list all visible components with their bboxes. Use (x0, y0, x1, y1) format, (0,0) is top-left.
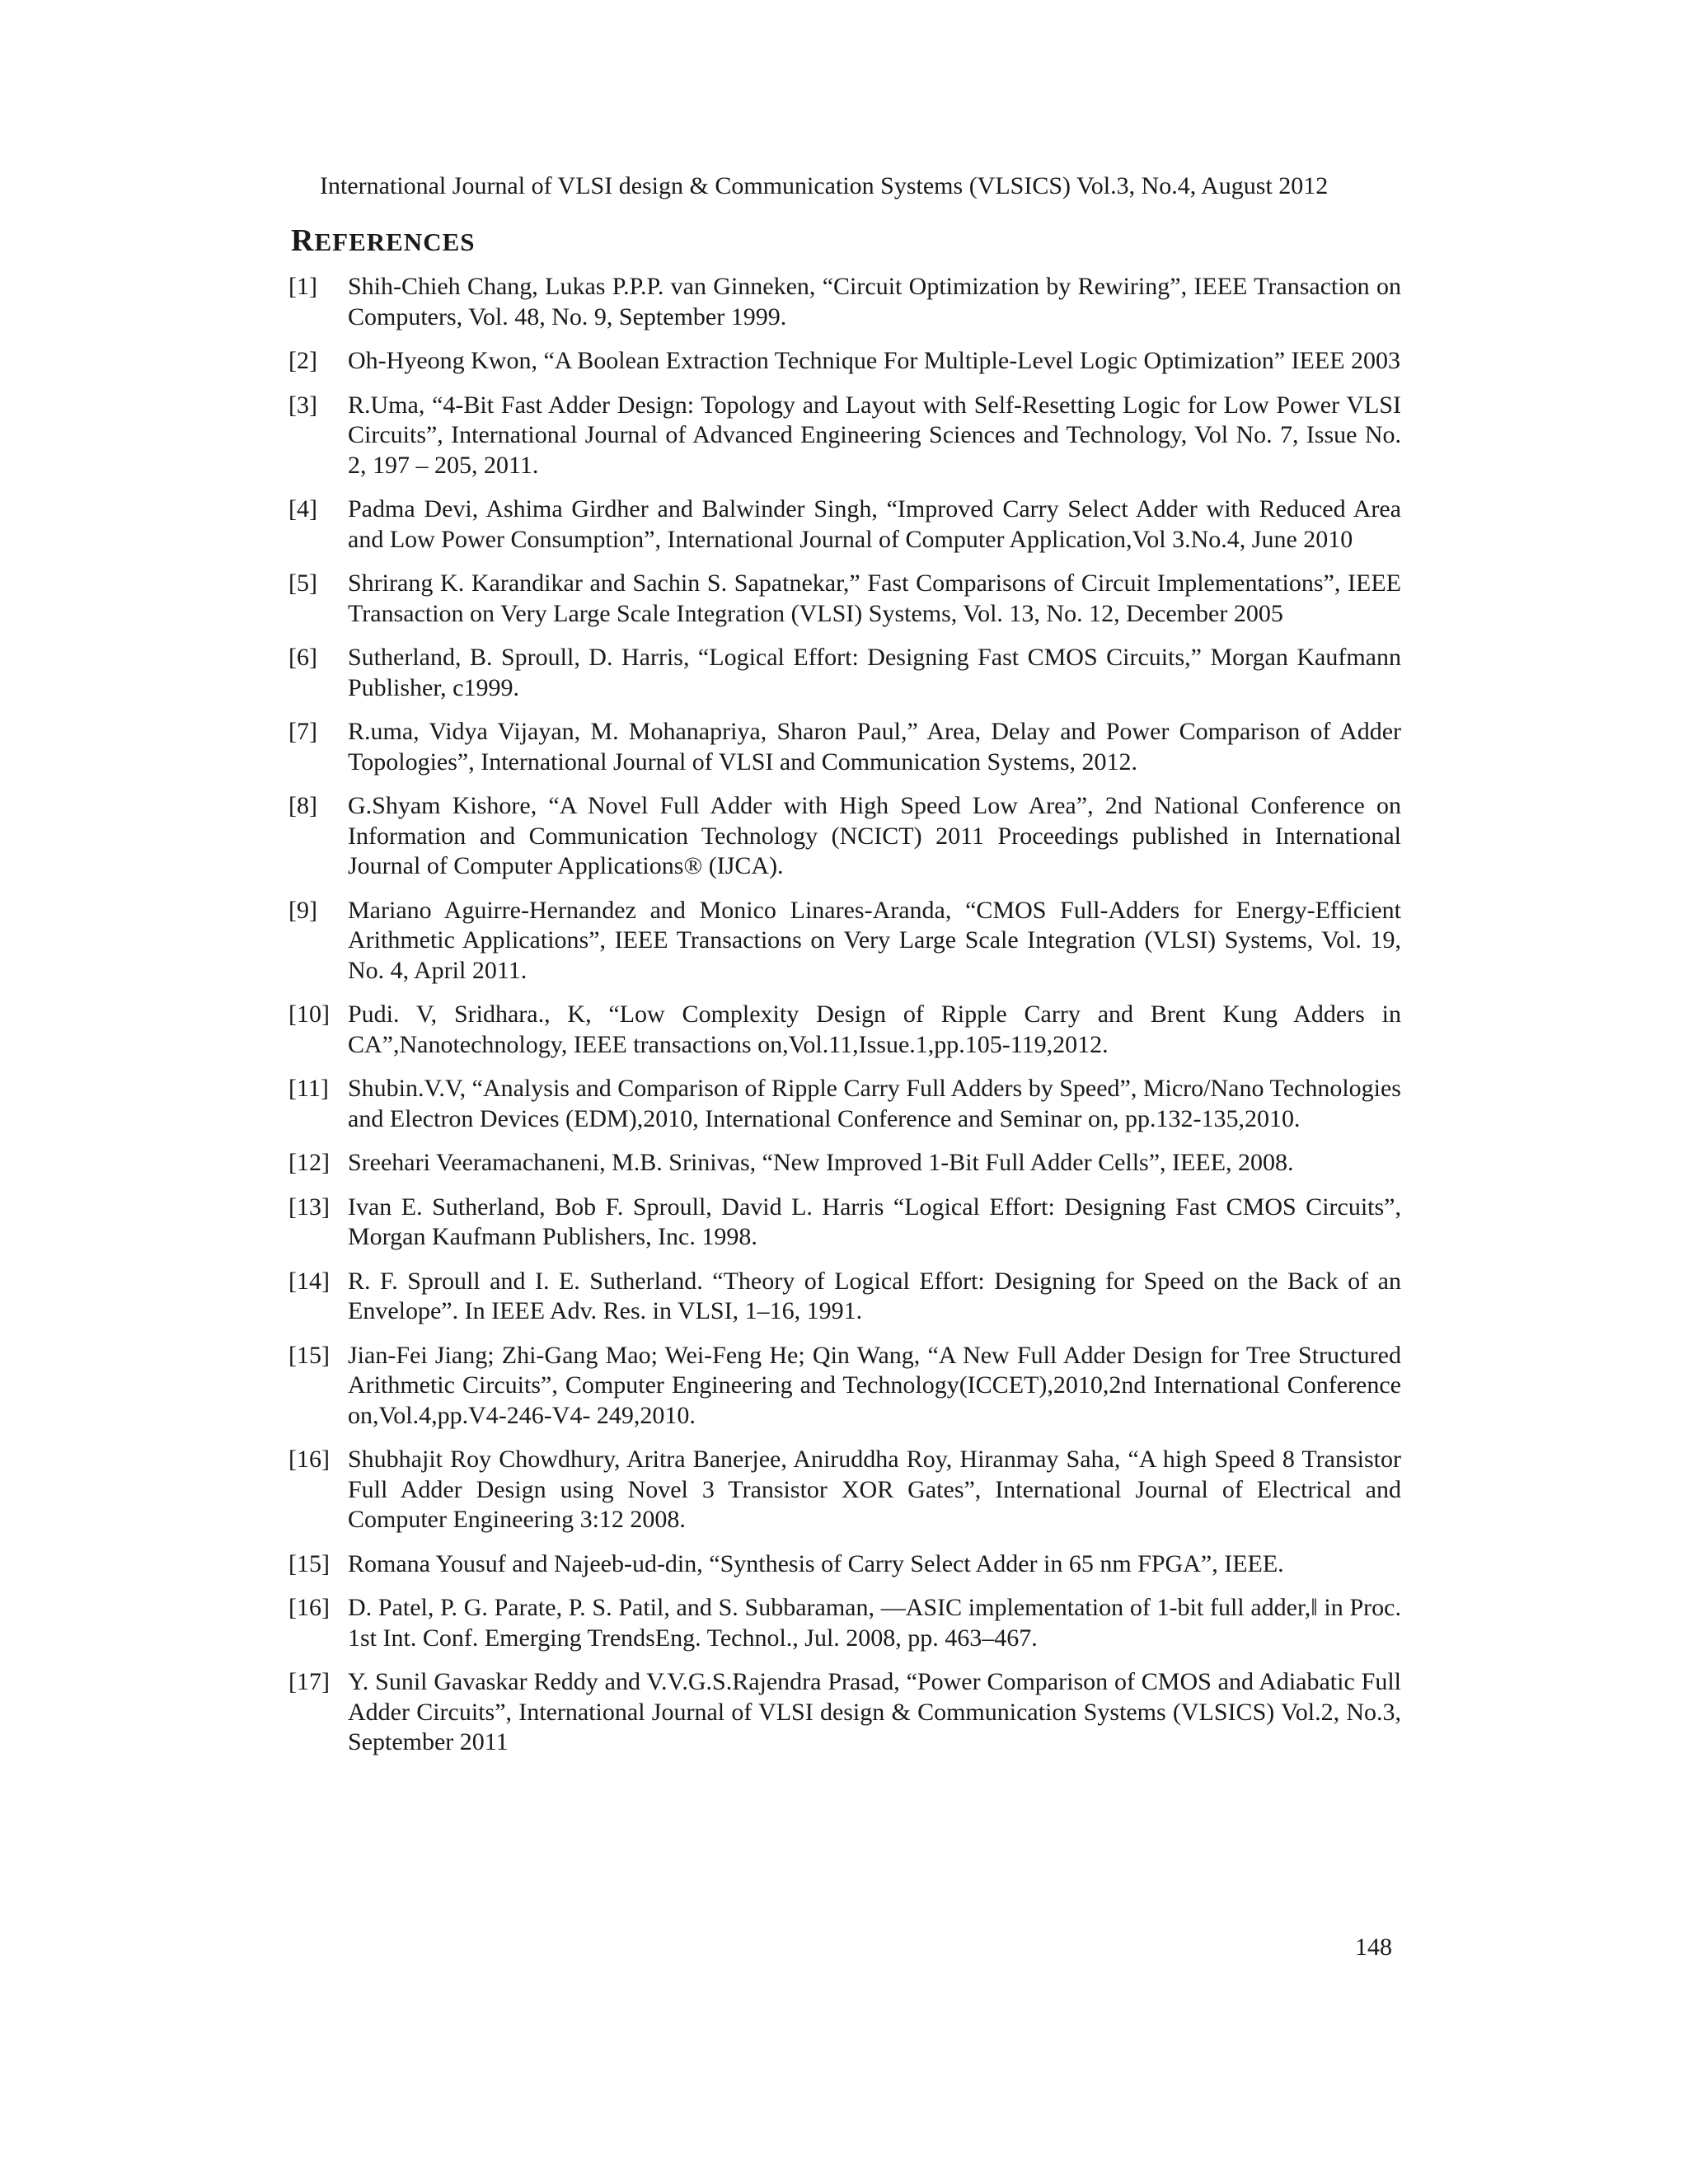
reference-item (288, 643, 1401, 703)
reference-number: [7] (288, 718, 317, 745)
reference-number: [16] (288, 1594, 330, 1621)
reference-item (288, 346, 1401, 377)
reference-item (288, 1341, 1401, 1432)
reference-text: Sutherland, B. Sproull, D. Harris, “Logical Effort: Designing Fast CMOS Circuits,” Morgan Kaufmann Publisher, c1999. (348, 644, 1401, 701)
reference-item (288, 1445, 1401, 1535)
reference-number: [8] (288, 792, 317, 819)
reference-item (288, 1593, 1401, 1653)
reference-text: Pudi. V, Sridhara., K, “Low Complexity Design of Ripple Carry and Brent Kung Adders in CA”,Nanotechnology, IEEE transactions on,Vol.11,Issue.1,pp.105-119,2012. (348, 1001, 1401, 1058)
reference-list (288, 272, 1401, 1772)
reference-number: [13] (288, 1193, 330, 1221)
reference-number: [15] (288, 1341, 330, 1369)
page-number: 148 (1355, 1933, 1392, 1961)
reference-item (288, 1193, 1401, 1253)
reference-item (288, 1549, 1401, 1580)
reference-text: Shrirang K. Karandikar and Sachin S. Sapatnekar,” Fast Comparisons of Circuit Implementations”, IEEE Transaction on Very Large Scale Integration (VLSI) Systems, Vol. 13, No. 12, December 2005 (348, 569, 1401, 627)
reference-number: [12] (288, 1149, 330, 1176)
reference-text: R. F. Sproull and I. E. Sutherland. “Theory of Logical Effort: Designing for Speed on the Back of an Envelope”. In IEEE Adv. Res. in VLSI, 1–16, 1991. (348, 1267, 1401, 1324)
reference-item (288, 1000, 1401, 1060)
reference-number: [9] (288, 896, 317, 924)
reference-item (288, 1074, 1401, 1134)
reference-item (288, 1667, 1401, 1758)
reference-number: [14] (288, 1267, 330, 1295)
reference-number: [10] (288, 1001, 330, 1028)
reference-text: Ivan E. Sutherland, Bob F. Sproull, David L. Harris “Logical Effort: Designing Fast CMOS Circuits”, Morgan Kaufmann Publishers, Inc. 1998. (348, 1193, 1401, 1250)
reference-item (288, 896, 1401, 987)
section-title-rest: EFERENCES (314, 227, 476, 256)
reference-item (288, 791, 1401, 882)
reference-number: [3] (288, 391, 317, 419)
reference-text: Sreehari Veeramachaneni, M.B. Srinivas, “New Improved 1-Bit Full Adder Cells”, IEEE, 2008. (348, 1149, 1294, 1176)
reference-item (288, 717, 1401, 777)
reference-text: R.uma, Vidya Vijayan, M. Mohanapriya, Sharon Paul,” Area, Delay and Power Comparison of Adder Topologies”, International Journal of VLSI and Communication Systems, 2012. (348, 718, 1401, 776)
reference-text: Shih-Chieh Chang, Lukas P.P.P. van Ginneken, “Circuit Optimization by Rewiring”, IEEE Transaction on Computers, Vol. 48, No. 9, September 1999. (348, 273, 1401, 330)
reference-number: [5] (288, 569, 317, 597)
reference-number: [17] (288, 1668, 330, 1695)
reference-number: [16] (288, 1446, 330, 1473)
section-title (291, 221, 476, 262)
reference-number: [4] (288, 495, 317, 523)
reference-text: Y. Sunil Gavaskar Reddy and V.V.G.S.Rajendra Prasad, “Power Comparison of CMOS and Adiabatic Full Adder Circuits”, International Journal of VLSI design & Communication Systems (VLSICS) Vol.2, No.3, September 2011 (348, 1668, 1401, 1755)
reference-item (288, 272, 1401, 332)
reference-item (288, 391, 1401, 481)
reference-text: Mariano Aguirre-Hernandez and Monico Linares-Aranda, “CMOS Full-Adders for Energy-Efficient Arithmetic Applications”, IEEE Transactions on Very Large Scale Integration (VLSI) Systems, Vol. 19, No. 4, April 2011. (348, 896, 1401, 984)
section-title-initial: R (291, 223, 315, 258)
reference-number: [15] (288, 1549, 330, 1577)
reference-number: [2] (288, 347, 317, 374)
reference-text: Romana Yousuf and Najeeb-ud-din, “Synthesis of Carry Select Adder in 65 nm FPGA”, IEEE. (348, 1549, 1284, 1577)
reference-number: [11] (288, 1075, 329, 1102)
reference-item (288, 1267, 1401, 1327)
reference-text: Shubhajit Roy Chowdhury, Aritra Banerjee, Aniruddha Roy, Hiranmay Saha, “A high Speed 8 Transistor Full Adder Design using Novel 3 Transistor XOR Gates”, International Journal of Electrical and Computer Engineering 3:12 2008. (348, 1446, 1401, 1533)
reference-text: D. Patel, P. G. Parate, P. S. Patil, and S. Subbaraman, ―ASIC implementation of 1-bit full adder,‖ in Proc. 1st Int. Conf. Emerging TrendsEng. Technol., Jul. 2008, pp. 463–467. (348, 1594, 1401, 1652)
reference-text: G.Shyam Kishore, “A Novel Full Adder with High Speed Low Area”, 2nd National Conference on Information and Communication Technology (NCICT) 2011 Proceedings published in International Journal of Computer Applications® (IJCA). (348, 792, 1401, 879)
reference-number: [1] (288, 273, 317, 300)
reference-text: Jian-Fei Jiang; Zhi-Gang Mao; Wei-Feng He; Qin Wang, “A New Full Adder Design for Tree Structured Arithmetic Circuits”, Computer Engineering and Technology(ICCET),2010,2nd International Conference on,Vol.4,pp.V4-246-V4- 249,2010. (348, 1341, 1401, 1429)
reference-number: [6] (288, 644, 317, 671)
reference-text: R.Uma, “4-Bit Fast Adder Design: Topology and Layout with Self-Resetting Logic for Low Power VLSI Circuits”, International Journal of Advanced Engineering Sciences and Technology, Vol No. 7, Issue No. 2, 197 – 205, 2011. (348, 391, 1401, 479)
journal-header: International Journal of VLSI design & Communication Systems (VLSICS) Vol.3, No.4, August 2012 (320, 172, 1329, 199)
reference-item (288, 569, 1401, 629)
reference-item (288, 1148, 1401, 1179)
reference-text: Oh-Hyeong Kwon, “A Boolean Extraction Technique For Multiple-Level Logic Optimization” IEEE 2003 (348, 347, 1401, 374)
reference-text: Shubin.V.V, “Analysis and Comparison of Ripple Carry Full Adders by Speed”, Micro/Nano Technologies and Electron Devices (EDM),2010, International Conference and Seminar on, pp.132-135,2010. (348, 1075, 1401, 1132)
reference-item (288, 494, 1401, 555)
reference-text: Padma Devi, Ashima Girdher and Balwinder Singh, “Improved Carry Select Adder with Reduced Area and Low Power Consumption”, International Journal of Computer Application,Vol 3.No.4, June 2010 (348, 495, 1401, 553)
